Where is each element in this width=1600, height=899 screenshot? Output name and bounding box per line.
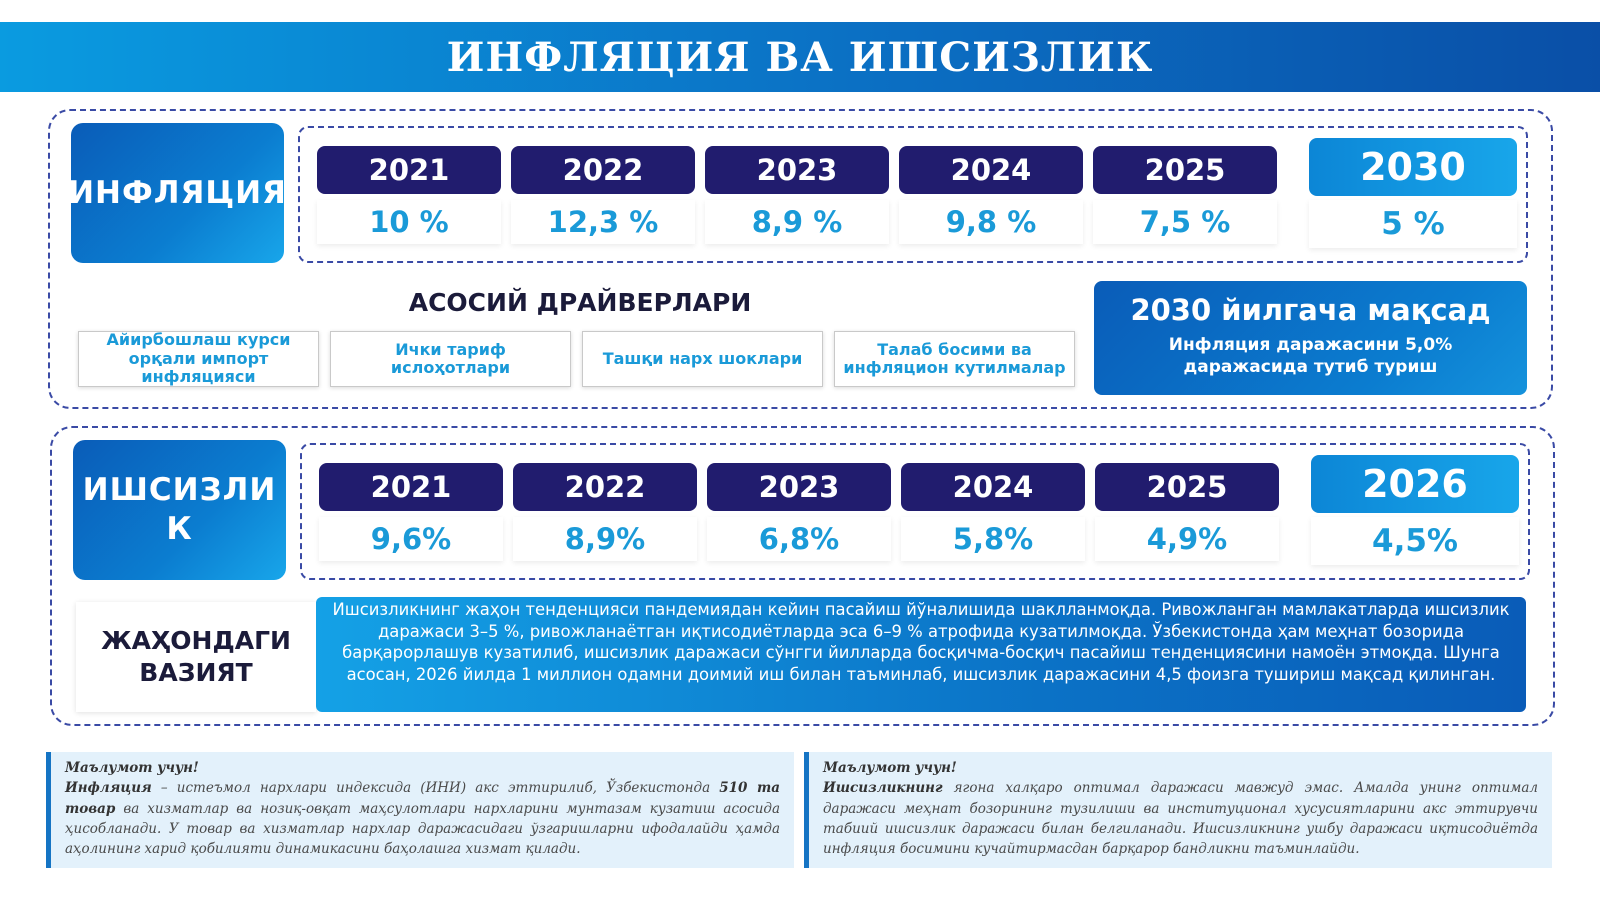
year-header: 2021	[319, 463, 503, 511]
year-header: 2022	[513, 463, 697, 511]
inflation-label: ИНФЛЯЦИЯ	[71, 123, 284, 263]
page-title: ИНФЛЯЦИЯ ВА ИШСИЗЛИК	[446, 33, 1154, 81]
info-text: – истеъмол нархлари индексида (ИНИ) акс эттирилиб, Ўзбекистонда	[151, 780, 720, 797]
target-year-value: 5 %	[1309, 200, 1517, 248]
inflation-year-2023	[705, 146, 889, 244]
year-value: 12,3 %	[511, 200, 695, 244]
year-value: 8,9 %	[705, 200, 889, 244]
unemployment-year-2024	[901, 463, 1085, 561]
info-term: Инфляция	[65, 780, 152, 797]
info-term: Ишсизликнинг	[823, 780, 943, 797]
info-body	[823, 778, 1538, 859]
goal-text: Инфляция даражасини 5,0% даражасида тутиб туриш	[1168, 334, 1453, 377]
target-year-header: 2030	[1309, 138, 1517, 196]
goal-title: 2030 йилгача мақсад	[1130, 293, 1491, 327]
year-header: 2023	[705, 146, 889, 194]
info-body	[65, 778, 780, 859]
year-value: 9,6%	[319, 517, 503, 561]
driver-exchange-rate: Айирбошлаш курси орқали импорт инфляцияси	[78, 331, 319, 387]
unemployment-target-2026	[1311, 455, 1519, 565]
year-header: 2022	[511, 146, 695, 194]
target-year-value: 4,5%	[1311, 517, 1519, 565]
driver-external-shocks: Ташқи нарх шоклари	[582, 331, 823, 387]
info-text: ва хизматлар ва нозиқ-овқат маҳсулотлари нархларини мунтазам кузатиш асосида ҳисобланади. У товар ва хизматлар нархлар даражасидаги ўзгаришларни ифодалайди ҳамда аҳолининг харид қобилияти динамикасини баҳолашга хизмат қилади.	[65, 800, 780, 857]
inflation-target-2030	[1309, 138, 1517, 248]
inflation-year-2025	[1093, 146, 1277, 244]
info-box-inflation	[46, 752, 794, 868]
info-heading: Маълумот учун!	[823, 760, 957, 776]
year-value: 6,8%	[707, 517, 891, 561]
unemployment-year-2023	[707, 463, 891, 561]
year-value: 7,5 %	[1093, 200, 1277, 244]
year-value: 5,8%	[901, 517, 1085, 561]
year-header: 2025	[1095, 463, 1279, 511]
target-year-header: 2026	[1311, 455, 1519, 513]
title-bar	[0, 22, 1600, 92]
year-value: 8,9%	[513, 517, 697, 561]
year-header: 2021	[317, 146, 501, 194]
unemployment-year-2025	[1095, 463, 1279, 561]
info-heading: Маълумот учун!	[65, 760, 199, 776]
world-situation-label: ЖАҲОНДАГИ ВАЗИЯТ	[76, 602, 316, 712]
year-header: 2024	[899, 146, 1083, 194]
year-value: 9,8 %	[899, 200, 1083, 244]
driver-demand-pressure: Талаб босими ва инфляцион кутилмалар	[834, 331, 1075, 387]
inflation-year-2021	[317, 146, 501, 244]
year-header: 2025	[1093, 146, 1277, 194]
inflation-year-2022	[511, 146, 695, 244]
inflation-year-2024	[899, 146, 1083, 244]
goal-box	[1094, 281, 1527, 395]
driver-tariff-reforms: Ички тариф ислоҳотлари	[330, 331, 571, 387]
year-value: 10 %	[317, 200, 501, 244]
unemployment-year-2022	[513, 463, 697, 561]
info-term-count: 510 та товар	[65, 780, 780, 817]
info-text: ягона халқаро оптимал даражаси мавжуд эмас. Амалда унинг оптимал даражаси меҳнат бозорининг тузилиши ва институционал хусусиятларини акс эттирувчи табиий ишсизлик даражаси билан белгиланади. Ишсизликнинг ушбу даражаси иқтисодиётда инфляция босимини кучайтирмасдан барқарор бандликни таъминлайди.	[823, 780, 1538, 857]
drivers-title: АСОСИЙ ДРАЙВЕРЛАРИ	[408, 288, 752, 317]
unemployment-year-2021	[319, 463, 503, 561]
year-header: 2024	[901, 463, 1085, 511]
year-header: 2023	[707, 463, 891, 511]
unemployment-label: ИШСИЗЛИ К	[73, 440, 286, 580]
info-box-unemployment	[804, 752, 1552, 868]
world-situation-text: Ишсизликнинг жаҳон тенденцияси пандемиядан кейин пасайиш йўналишида шаклланмоқда. Ривожланган мамлакатларда ишсизлик даражаси 3–5 %, ривожланаётган иқтисодиётларда эса 6–9 % атрофида кузатилмоқда. Ўзбекистонда ҳам меҳнат бозорида барқарорлашув кузатилиб, ишсизлик даражаси сўнгги йилларда босқичма-босқич пасайиш тенденциясини намоён этмоқда. Шунга асосан, 2026 йилда 1 миллион одамни доимий иш билан таъминлаб, ишсизлик даражасини 4,5 фоизга тушириш мақсад қилинган.	[316, 597, 1526, 712]
year-value: 4,9%	[1095, 517, 1279, 561]
